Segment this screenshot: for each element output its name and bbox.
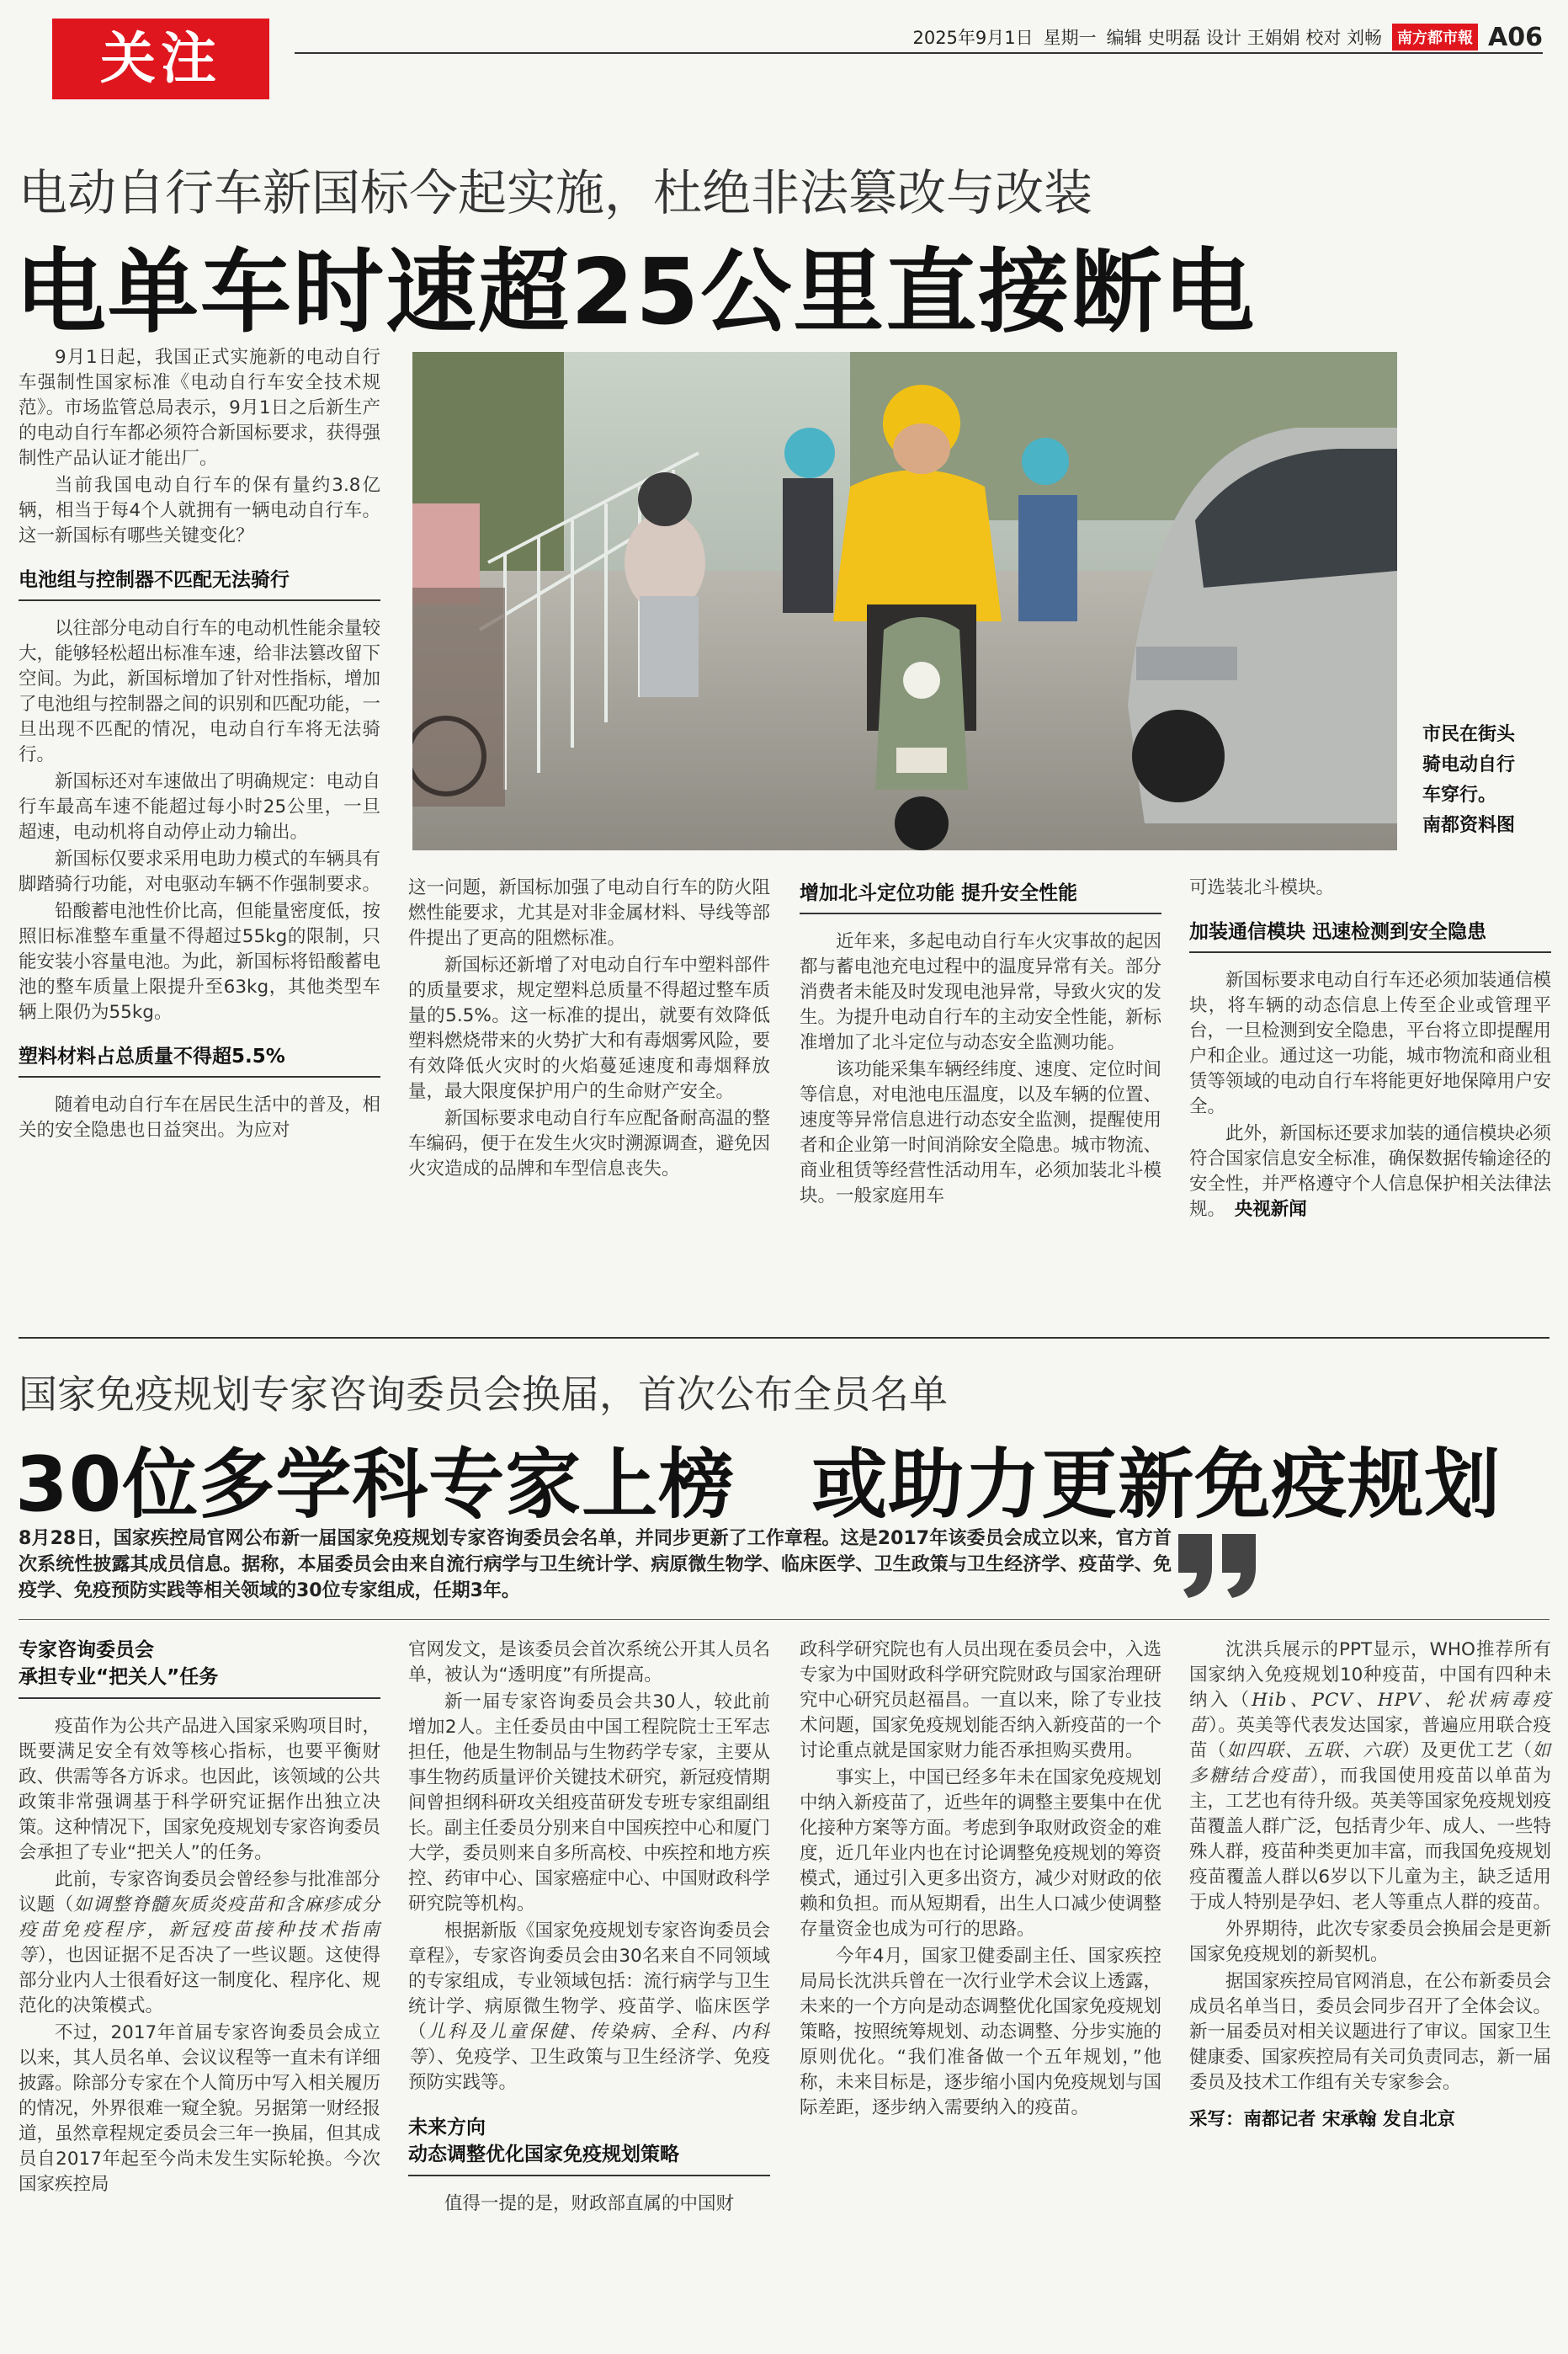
article2-headline: 30位多学科专家上榜 或助力更新免疫规划 bbox=[15, 1441, 1502, 1529]
paragraph bbox=[408, 1919, 770, 2096]
subheading: 加装通信模块 迅速检测到安全隐患 bbox=[1189, 919, 1551, 953]
paragraph: 外界期待，此次专家委员会换届会是更新国家免疫规划的新契机。 bbox=[1189, 1919, 1552, 1965]
paragraph: 随着电动自行车在居民生活中的普及，相关的安全隐患也日益突出。为应对 bbox=[19, 1094, 381, 1141]
paragraph: 官网发文，是该委员会首次系统公开其人员名单，被认为“透明度”有所提高。 bbox=[408, 1639, 771, 1686]
paragraph: 该功能采集车辆经纬度、速度、定位时间等信息，对电池电压温度，以及车辆的位置、速度等异常信息进行动态安全监测，提醒使用者和企业第一时间消除安全隐患。城市物流、商业租赁等经营性活动用车，必须加装北斗模块。一般家庭用车 bbox=[800, 1059, 1162, 1206]
subheading: 电池组与控制器不匹配无法骑行 bbox=[19, 567, 380, 601]
article1-kicker: 电动自行车新国标今起实施，杜绝非法篡改与改装 bbox=[19, 164, 1093, 221]
masthead-logo: 南方都市報 bbox=[1392, 24, 1478, 51]
lead-rule bbox=[19, 1619, 1549, 1620]
article2-column-3 bbox=[800, 1638, 1161, 2122]
street-scene-illustration bbox=[412, 352, 1397, 850]
paragraph-text: ）。英美等代表发达国家，普遍应用联合疫苗（ bbox=[1189, 1715, 1551, 1761]
paragraph: 当前我国电动自行车的保有量约3.8亿辆，相当于每4个人就拥有一辆电动自行车。这一新国标有哪些关键变化？ bbox=[19, 475, 380, 546]
paragraph-text: ），也因证据不足否决了一些议题。这使得部分业内人士很看好这一制度化、程序化、规范化的决策模式。 bbox=[19, 1945, 381, 2016]
subheading bbox=[408, 2114, 770, 2176]
paragraph-text: ），而我国使用疫苗以单苗为主，工艺也有待升级。英美等国家免疫规划疫苗覆盖人群广泛，包括青少年、成人、一些特殊人群，疫苗种类更加丰富，而我国免疫规划疫苗覆盖人群以6岁以下儿童为主，缺乏适用于成人特别是孕妇、老人等重点人群的疫苗。 bbox=[1189, 1766, 1552, 1913]
paragraph: 值得一提的是，财政部直属的中国财 bbox=[444, 2193, 735, 2214]
subheading-line: 专家咨询委员会 bbox=[19, 1639, 154, 1661]
paragraph-text: 沈洪兵展示的PPT显示，WHO推荐所有国家纳入免疫规划10种疫苗，中国有四种未纳入（ bbox=[1189, 1639, 1551, 1711]
article1-column-1 bbox=[19, 345, 380, 1145]
subheading: 增加北斗定位功能 提升安全性能 bbox=[800, 881, 1161, 914]
subheading-line: 动态调整优化国家免疫规划策略 bbox=[408, 2144, 679, 2165]
subheading bbox=[19, 1637, 380, 1699]
subheading-line: 未来方向 bbox=[408, 2117, 486, 2138]
paragraph: 新一届专家咨询委员会共30人，较此前增加2人。主任委员由中国工程院院士王军志担任，他是生物制品与生物药学专家，主要从事生物药质量评价关键技术研究，新冠疫情期间曾担纲科研攻关组疫苗研发专班专家组副组长。副主任委员分别来自中国疾控中心和厦门大学，委员则来自多所高校、中疾控和地方疾控、药审中心、国家癌症中心、中国财政科学研究院等机构。 bbox=[408, 1691, 771, 1915]
issue-date: 2025年9月1日 bbox=[912, 28, 1034, 48]
paragraph-text: ）及更优工艺（ bbox=[1401, 1740, 1533, 1761]
paragraph: 以往部分电动自行车的电动机性能余量较大，能够轻松超出标准车速，给非法篡改留下空间。为此，新国标增加了针对性指标，增加了电池组与控制器之间的识别和匹配功能，一旦出现不匹配的情况，电动自行车将无法骑行。 bbox=[19, 618, 381, 765]
subheading: 塑料材料占总质量不得超5.5% bbox=[19, 1044, 380, 1078]
section-banner: 关注 bbox=[52, 19, 269, 99]
staff-credits: 编辑 史明磊 设计 王娟娟 校对 刘畅 bbox=[1106, 28, 1383, 48]
paragraph: 新国标要求电动自行车应配备耐高温的整车编码，便于在发生火灾时溯源调查，避免因火灾造成的品牌和车型信息丧失。 bbox=[408, 1108, 771, 1180]
paragraph: 9月1日起，我国正式实施新的电动自行车强制性国家标准《电动自行车安全技术规范》。市场监管总局表示，9月1日之后新生产的电动自行车都必须符合新国标要求，获得强制性产品认证才能出厂。 bbox=[19, 347, 381, 469]
paragraph: 新国标仅要求采用电助力模式的车辆具有脚踏骑行功能，对电驱动车辆不作强制要求。 bbox=[19, 849, 381, 895]
paragraph-text: 此前，专家咨询委员会曾经参与批准部分议题（ bbox=[19, 1869, 381, 1915]
source-credit: 央视新闻 bbox=[1234, 1199, 1307, 1220]
paragraph: 这一问题，新国标加强了电动自行车的防火阻燃性能要求，尤其是对非金属材料、导线等部件提出了更高的阻燃标准。 bbox=[408, 877, 771, 949]
paragraph-text: 根据新版《国家免疫规划专家咨询委员会章程》，专家咨询委员会由30名来自不同领域的专家组成，专业领域包括：流行病学与卫生统计学、病原微生物学、疫苗学、临床医学（ bbox=[408, 1920, 771, 2042]
article1-headline: 电单车时速超25公里直接断电 bbox=[15, 240, 1257, 345]
caption-line: 市民在街头 bbox=[1422, 724, 1516, 745]
reporter-byline: 采写：南都记者 宋承翰 发自北京 bbox=[1189, 2109, 1455, 2130]
article-divider bbox=[19, 1337, 1549, 1339]
paragraph-italic: 如多糖结合疫苗 bbox=[1189, 1740, 1551, 1787]
paragraph-italic: Hib、PCV、HPV、轮状病毒疫苗 bbox=[1189, 1690, 1551, 1736]
paragraph-italic: 如调整脊髓灰质炎疫苗和含麻疹成分疫苗免疫程序，新冠疫苗接种技术指南等 bbox=[19, 1894, 380, 1966]
article2-column-2 bbox=[408, 1638, 770, 2218]
paragraph: 可选装北斗模块。 bbox=[1189, 877, 1335, 898]
article1-column-3 bbox=[800, 867, 1161, 1211]
paragraph bbox=[19, 1867, 380, 2019]
paragraph: 新国标还对车速做出了明确规定：电动自行车最高车速不能超过每小时25公里，一旦超速，电动机将自动停止动力输出。 bbox=[19, 771, 381, 843]
article2-kicker: 国家免疫规划专家咨询委员会换届，首次公布全员名单 bbox=[19, 1371, 948, 1417]
article1-column-2 bbox=[408, 876, 770, 1184]
paragraph: 今年4月，国家卫健委副主任、国家疾控局局长沈洪兵曾在一次行业学术会议上透露，未来的一个方向是动态调整优化国家免疫规划策略，按照统筹规划、动态调整、分步实施的原则优化。“我们准备做一个五年规划，”他称，未来目标是，逐步缩小国内免疫规划与国际差距，逐步纳入需要纳入的疫苗。 bbox=[800, 1946, 1162, 2118]
paragraph: 不过，2017年首届专家咨询委员会成立以来，其人员名单、会议议程等一直未有详细披露。除部分专家在个人简历中写入相关履历的情况，外界很难一窥全貌。另据第一财经报道，虽然章程规定委员会三年一换届，但其成员自2017年起至今尚未发生实际轮换。今次国家疾控局 bbox=[19, 2022, 381, 2195]
article2-lead: 8月28日，国家疾控局官网公布新一届国家免疫规划专家咨询委员会名单，并同步更新了工作章程。这是2017年该委员会成立以来，官方首次系统性披露其成员信息。据称，本届委员会由来自流行病学与卫生统计学、病原微生物学、临床医学、卫生政策与卫生经济学、疫苗学、免疫学、免疫预防实践等相关领域的30位专家组成，任期3年。 bbox=[19, 1528, 1172, 1601]
article2-column-4 bbox=[1189, 1638, 1551, 2134]
paragraph: 据国家疾控局官网消息，在公布新委员会成员名单当日，委员会同步召开了全体会议。新一届委员对相关议题进行了审议。国家卫生健康委、国家疾控局有关司负责同志，新一届委员及技术工作组有关专家参会。 bbox=[1189, 1971, 1552, 2093]
header-rule bbox=[295, 52, 1543, 54]
article1-column-4 bbox=[1189, 876, 1551, 1224]
paragraph-italic: 儿科及儿童保健、传染病、全科、内科等 bbox=[408, 2021, 770, 2068]
paragraph: 新国标要求电动自行车还必须加装通信模块，将车辆的动态信息上传至企业或管理平台，一旦检测到安全隐患，平台将立即提醒用户和企业。通过这一功能，城市物流和商业租赁等领域的电动自行车将能更好地保障用户安全。 bbox=[1189, 970, 1552, 1117]
quote-mark-icon bbox=[1172, 1526, 1264, 1601]
caption-credit: 南都资料图 bbox=[1422, 815, 1516, 836]
paragraph-text: 此外，新国标还要求加装的通信模块必须符合国家信息安全标准，确保数据传输途径的安全性，并严格遵守个人信息保护相关法律法规。 bbox=[1189, 1123, 1552, 1220]
issue-weekday: 星期一 bbox=[1043, 28, 1097, 48]
article2-column-1 bbox=[19, 1625, 380, 2199]
paragraph bbox=[1189, 1638, 1551, 1915]
photo-caption bbox=[1422, 720, 1549, 841]
paragraph: 铅酸蓄电池性价比高，但能量密度低，按照旧标准整车重量不得超过55kg的限制，只能安装小容量电池。为此，新国标将铅酸蓄电池的整车质量上限提升至63kg，其他类型车辆上限仍为55kg。 bbox=[19, 901, 381, 1023]
paragraph: 政科学研究院也有人员出现在委员会中，入选专家为中国财政科学研究院财政与国家治理研究中心研究员赵福昌。一直以来，除了专业技术问题，国家免疫规划能否纳入新疫苗的一个讨论重点就是国家财力能否承担购买费用。 bbox=[800, 1639, 1162, 1761]
article1-photo bbox=[412, 352, 1397, 850]
caption-line: 骑电动自行 bbox=[1422, 754, 1516, 775]
page-number: A06 bbox=[1488, 22, 1543, 52]
caption-line: 车穿行。 bbox=[1422, 785, 1497, 806]
paragraph: 事实上，中国已经多年未在国家免疫规划中纳入新疫苗了，近些年的调整主要集中在优化接种方案等方面。考虑到争取财政资金的难度，近几年业内也在讨论调整免疫规划的筹资模式，通过引入更多出资方，减少对财政的依赖和负担。而从短期看，出生人口减少使调整存量资金也成为可行的思路。 bbox=[800, 1767, 1162, 1940]
paragraph bbox=[1189, 1121, 1551, 1222]
paragraph-italic: 如四联、五联、六联 bbox=[1226, 1740, 1402, 1761]
page-header-meta bbox=[912, 20, 1543, 54]
paragraph: 近年来，多起电动自行车火灾事故的起因都与蓄电池充电过程中的温度异常有关。部分消费者未能及时发现电池异常，导致火灾的发生。为提升电动自行车的主动安全性能，新标准增加了北斗定位与动态安全监测功能。 bbox=[800, 931, 1162, 1053]
paragraph: 疫苗作为公共产品进入国家采购项目时，既要满足安全有效等核心指标，也要平衡财政、供需等各方诉求。也因此，该领域的公共政策非常强调基于科学研究证据作出独立决策。这种情况下，国家免疫规划专家咨询委员会承担了专业“把关人”的任务。 bbox=[19, 1716, 381, 1863]
paragraph: 新国标还新增了对电动自行车中塑料部件的质量要求，规定塑料总质量不得超过整车质量的5.5%。这一标准的提出，就要有效降低塑料燃烧带来的火势扩大和有毒烟雾风险，要有效降低火灾时的火焰蔓延速度和毒烟释放量，最大限度保护用户的生命财产安全。 bbox=[408, 955, 771, 1102]
subheading-line: 承担专业“把关人”任务 bbox=[19, 1666, 219, 1688]
paragraph-text: ）、免疫学、卫生政策与卫生经济学、免疫预防实践等。 bbox=[408, 2047, 770, 2093]
